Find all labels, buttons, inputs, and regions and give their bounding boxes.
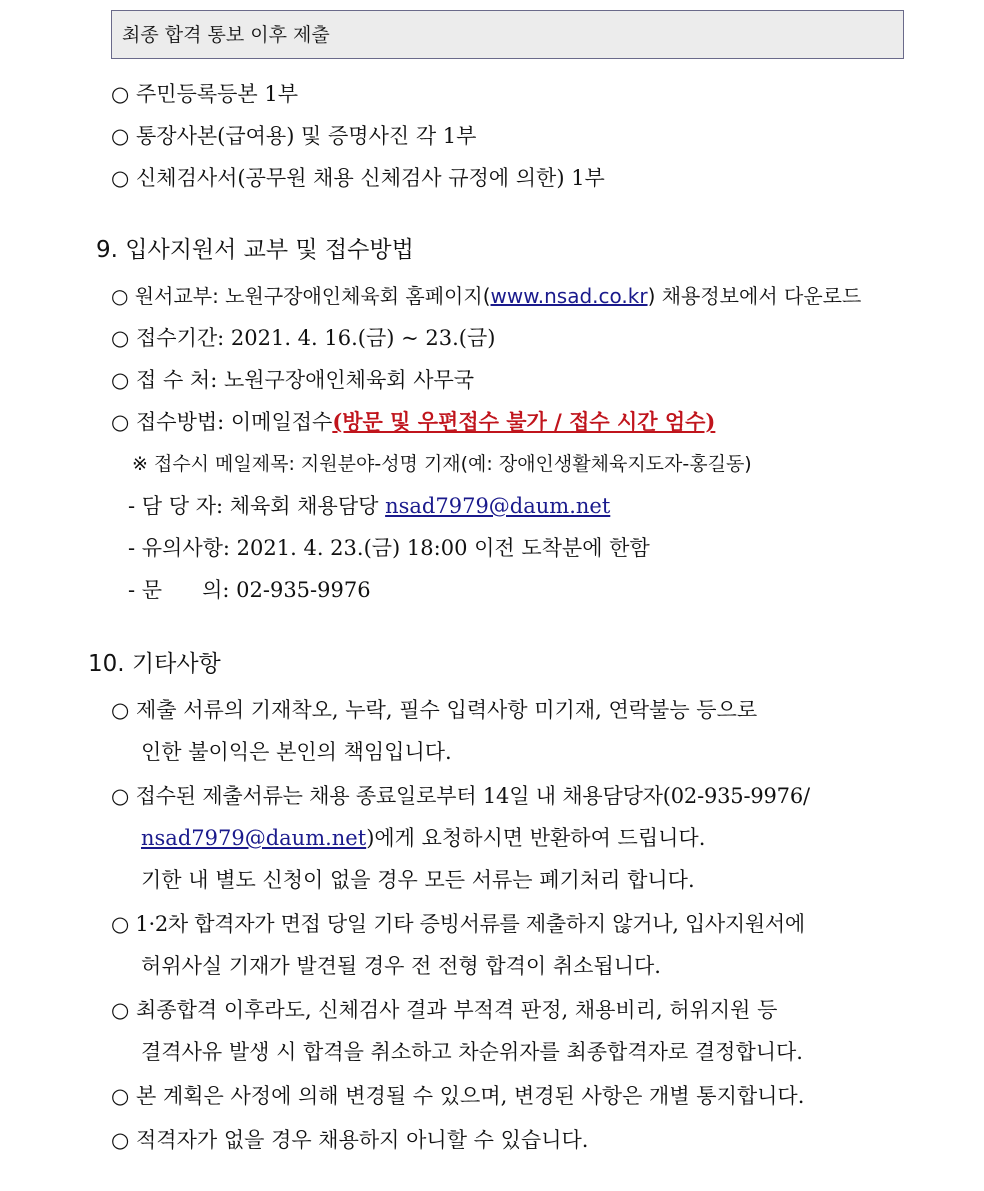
note-5: ○ 본 계획은 사정에 의해 변경될 수 있으며, 변경된 사항은 개별 통지합니다. (111, 1084, 805, 1108)
submit-item-medical-certificate: ○ 신체검사서(공무원 채용 신체검사 규정에 의한) 1부 (111, 166, 605, 190)
homepage-link[interactable]: www.nsad.co.kr (490, 284, 648, 308)
note-4-line-2: 결격사유 발생 시 합격을 취소하고 차순위자를 최종합격자로 결정합니다. (141, 1040, 803, 1064)
note-3-line-2: 허위사실 기재가 발견될 경우 전 전형 합격이 취소됩니다. (141, 954, 661, 978)
application-method-line (111, 408, 715, 436)
section-9-title: 9. 입사지원서 교부 및 접수방법 (96, 237, 414, 263)
application-method-note: (방문 및 우편접수 불가 / 접수 시간 엄수) (332, 409, 716, 434)
application-period: ○ 접수기간: 2021. 4. 16.(금) ~ 23.(금) (111, 326, 496, 350)
note-1-line-1: ○ 제출 서류의 기재착오, 누락, 필수 입력사항 미기재, 연락불능 등으로 (111, 698, 758, 722)
caution-line: - 유의사항: 2021. 4. 23.(금) 18:00 이전 도착분에 한함 (128, 536, 650, 560)
contact-line (128, 492, 610, 520)
note-6: ○ 적격자가 없을 경우 채용하지 아니할 수 있습니다. (111, 1128, 589, 1152)
application-place: ○ 접 수 처: 노원구장애인체육회 사무국 (111, 368, 475, 392)
note-2-line-3: 기한 내 별도 신청이 없을 경우 모든 서류는 폐기처리 합니다. (141, 868, 695, 892)
note-4-line-1: ○ 최종합격 이후라도, 신체검사 결과 부적격 판정, 채용비리, 허위지원 등 (111, 998, 778, 1022)
final-pass-submission-label: 최종 합격 통보 이후 제출 (122, 24, 330, 46)
application-form-suffix: ) 채용정보에서 다운로드 (647, 284, 862, 308)
submit-item-bankbook-photo: ○ 통장사본(급여용) 및 증명사진 각 1부 (111, 124, 477, 148)
note-3-line-1: ○ 1·2차 합격자가 면접 당일 기타 증빙서류를 제출하지 않거나, 입사지원서에 (111, 912, 805, 936)
application-form-prefix: ○ 원서교부: 노원구장애인체육회 홈페이지( (111, 284, 491, 308)
submit-item-resident-register: ○ 주민등록등본 1부 (111, 82, 299, 106)
contact-prefix: - 담 당 자: 체육회 채용담당 (128, 494, 386, 518)
note-2-email-link[interactable]: nsad7979@daum.net (141, 826, 367, 850)
note-2-line-1: ○ 접수된 제출서류는 채용 종료일로부터 14일 내 채용담당자(02-935-9976/ (111, 784, 810, 808)
final-pass-submission-box (111, 10, 904, 59)
note-2-line-2-suffix: )에게 요청하시면 반환하여 드립니다. (366, 826, 706, 850)
application-method-prefix: ○ 접수방법: 이메일접수 (111, 410, 333, 434)
note-2-line-2 (141, 824, 705, 852)
inquiry-line: - 문 의: 02-935-9976 (128, 578, 371, 602)
mail-subject-note: ※ 접수시 메일제목: 지원분야-성명 기재(예: 장애인생활체육지도자-홍길동) (132, 453, 752, 475)
application-form-line (111, 282, 861, 310)
note-1-line-2: 인한 불이익은 본인의 책임입니다. (141, 740, 452, 764)
contact-email-link[interactable]: nsad7979@daum.net (385, 494, 611, 518)
section-10-title: 10. 기타사항 (88, 651, 221, 677)
